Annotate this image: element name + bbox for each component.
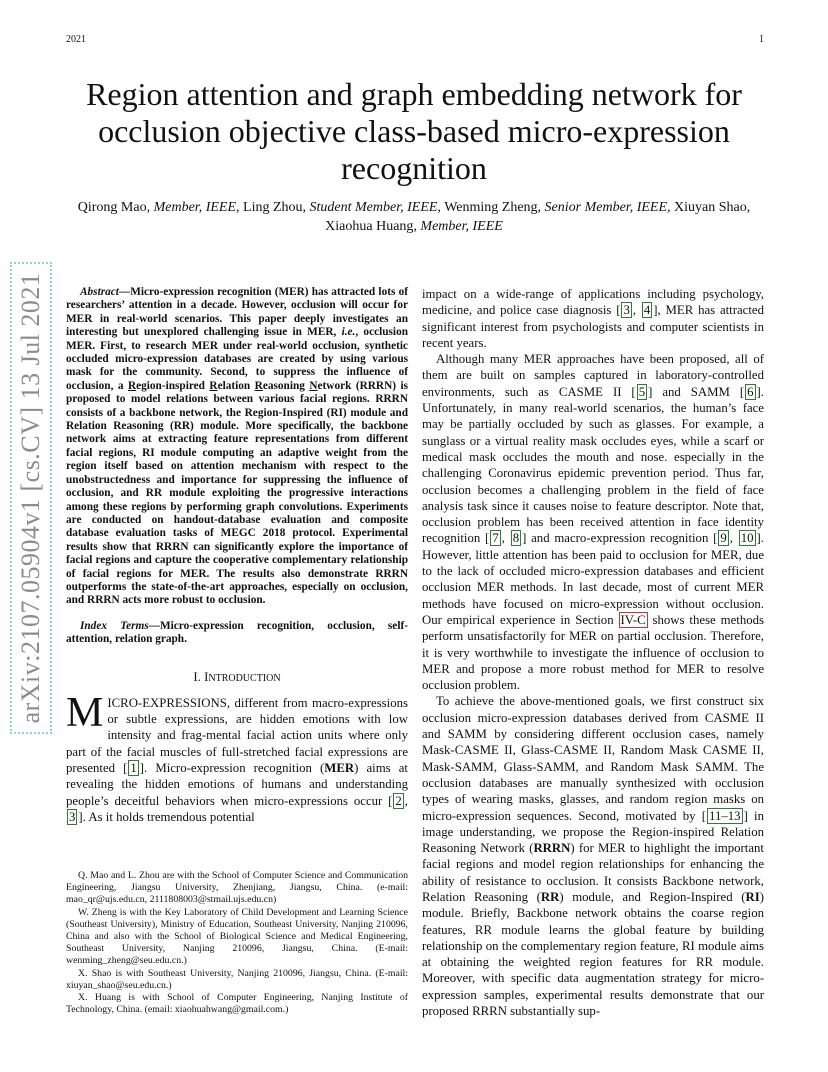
intro-paragraph: MICRO-EXPRESSIONS, different from macro-expressions or subtle expressions, are hidden emotions with low intensity and frag-mental facial action units where only part of the facial muscles of full-stretched facial expressions are presented [ 1 ]. Micro-expression recognition (MER) aims at revealing the hidden emotions of humans and understanding people’s deceitful behaviors when micro-expressions occur [ 2 , 3 ]. As it holds tremendous potential	[66, 689, 408, 824]
paper-title: Region attention and graph embedding network for occlusion objective class-based micro-expression recognition	[86, 76, 742, 186]
citation-link[interactable]: 5	[638, 384, 646, 399]
footnote: Q. Mao and L. Zhou are with the School of Computer Science and Communication Engineering, Jiangsu University, Zhenjiang, Jiangsu, China. (e-mail: mao_qr@ujs.edu.cn, 2111808003@stmail.ujs.edu.cn)	[66, 870, 408, 906]
citation-link[interactable]: 7	[492, 531, 499, 546]
citation-link[interactable]: 3	[69, 809, 76, 824]
arxiv-stamp-link[interactable]	[10, 262, 52, 734]
index-terms: Index Terms—Micro-expression recognition, occlusion, self-attention, relation graph.	[66, 619, 408, 646]
footnotes	[66, 870, 408, 1016]
citation-link[interactable]: 11–13	[709, 808, 741, 823]
citation-link[interactable]: 4	[643, 303, 651, 318]
citation-link[interactable]: 6	[747, 384, 754, 399]
footnote: X. Shao is with Southeast University, Nanjing 210096, Jiangsu, China. (E-mail: xiuyan_shao@seu.edu.cn.)	[66, 967, 408, 991]
body-paragraph: Although many MER approaches have been proposed, all of them are built on samples captured in laboratory-controlled environments, such as CASME II [ 5 ] and SAMM [ 6 ]. Unfortunately, in many real-world scenarios, the human’s face may be partially occluded by such as glasses. For example, a sunglass or a virtual reality mask occludes eyes, while a scarf or medical mask occludes the mouth and nose. especially in the challenging Coronavirus epidemic prevention period. Thus far, occlusion becomes a challenging problem in the field of face analysis task since it causes noise to feature descriptor. Note that, occlusion problem has been received attention in face identity recognition [ 7 , 8 ] and macro-expression recognition [ 9 , 10 ]. However, little attention has been paid to occlusion for MER, due to the lack of occluded micro-expression databases and efficient occlusion MER methods. In last decade, most of current MER methods have focused on micro-expression without occlusion. Our empirical experience in Section IV-C shows these methods perform unsatisfactorily for MER on partial occlusion. Therefore, it is very worthwhile to investigate the influence of occlusion to MER and propose a more robust method for MER to resolve occlusion problem.	[422, 352, 765, 693]
citation-link[interactable]: 9	[720, 531, 727, 546]
page-number: 1	[759, 34, 764, 45]
body-paragraph: To achieve the above-mentioned goals, we first construct six occlusion micro-expression databases derived from CASME II and SAMM by considering different occlusion cases, namely Mask-CASME II, Glass-CASME II, Random Mask CASME II, Mask-SAMM, Glass-SAMM, and Random Mask SAMM. The occlusion databases are manually synthesized with occlusion types of wearing masks, glasses, and random region masks on micro-expression sequences. Second, motivated by [ 11–13 ] in image understanding, we propose the Region-inspired Relation Reasoning Network (RRRN) for MER to highlight the important facial regions and model region relationships for enhancing the ability of resistance to occlusion. It consists Backbone network, Relation Reasoning (RR) module, and Region-Inspired (RI) module. Briefly, Backbone network obtains the coarse region features, RR module learns the global feature by building relationship on the complementary region feature, RI module aims at obtaining the weighted region features for RR module. Moreover, with specific data augmentation strategy for micro-expression samples, experimental results demonstrate that our proposed RRRN substantially sup-	[422, 694, 764, 1019]
right-column	[422, 286, 764, 1019]
left-column	[66, 286, 408, 825]
section-heading-introduction: I. INTRODUCTION	[193, 669, 281, 684]
citation-link[interactable]: 10	[740, 531, 754, 546]
arxiv-stamp-text: arXiv:2107.05904v1 [cs.CV] 13 Jul 2021	[16, 272, 45, 724]
abstract: Abstract—Micro-expression recognition (MER) has attracted lots of researchers’ attention in a decade. However, occlusion will occur for MER in real-world scenarios. This paper deeply investigates an interesting but unexplored challenging issue in MER, i.e., occlusion MER. First, to research MER under real-world occlusion, synthetic occluded micro-expression databases are created by using various mask for the community. Second, to suppress the influence of occlusion, a Region-inspired Relation Reasoning Network (RRRN) is proposed to model relations between various facial regions. RRRN consists of a backbone network, the Region-Inspired (RI) module and Relation Reasoning (RR) module. More specifically, the backbone network aims at extracting feature representations from different facial regions, RI module computing an adaptive weight from the region itself based on attention mechanism with respect to the unobstructedness and importance for suppressing the influence of occlusion, and RR module exploiting the progressive interactions among these regions by performing graph convolutions. Experiments are conducted on handout-database evaluation and composite database evaluation tasks of MEGC 2018 protocol. Experimental results show that RRRN can significantly explore the importance of facial regions and capture the cooperative complementary relationship of facial regions for MER. The results also demonstrate RRRN outperforms the state-of-the-art approaches, especially on occlusion, and RRRN acts more robust to occlusion.	[66, 286, 408, 607]
citation-link[interactable]: 8	[512, 531, 520, 546]
footnote: X. Huang is with School of Computer Engineering, Nanjing Institute of Technology, China. (email: xiaohuahwang@gmail.com.)	[66, 992, 408, 1016]
dropcap-letter: M	[66, 689, 104, 736]
footnote: W. Zheng is with the Key Laboratory of Child Development and Learning Science (Southeast University), Ministry of Education, Southeast University, Nanjing 210096, China and also with the School of Biological Science and Medical Engineering, Southeast University, Nanjing 210096, Jiangsu, China. (E-mail: wenming_zheng@seu.edu.cn.)	[66, 906, 408, 967]
body-paragraph: impact on a wide-range of applications including psychology, medicine, and police case diagnosis [ 3 , 4 ], MER has attracted significant interest from psychologists and computer scientists in recent years.	[422, 287, 764, 350]
section-reference-link[interactable]: IV-C	[620, 612, 646, 627]
citation-link[interactable]: 2	[395, 793, 402, 808]
citation-link[interactable]: 3	[623, 303, 630, 318]
author-list: Qirong Mao, Member, IEEE, Ling Zhou, Student Member, IEEE, Wenming Zheng, Senior Member, IEEE, Xiuyan Shao, Xiaohua Huang, Member, IEEE	[77, 200, 751, 234]
citation-link[interactable]: 1	[130, 761, 137, 776]
page-header-year: 2021	[66, 34, 86, 45]
